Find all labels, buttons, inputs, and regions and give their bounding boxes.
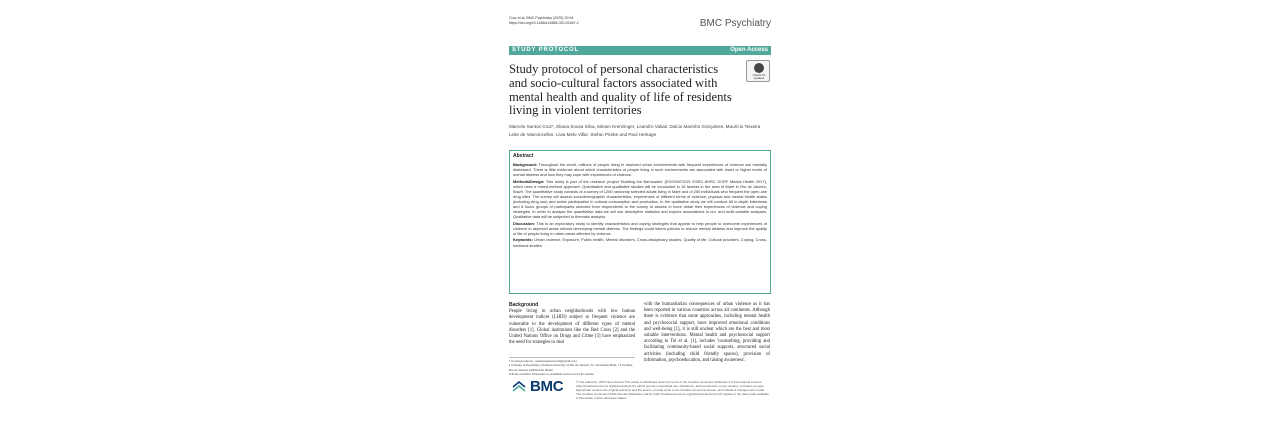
background-heading: Background	[509, 302, 539, 308]
bmc-logo	[512, 379, 568, 396]
body-column-left	[509, 302, 635, 346]
section-text: Throughout the world, millions of people living in deprived urban environments with frequent experiences of violence are mentally distressed. There is little evidence about which characteristics of people living in such environments are associated with lower or higher levels of mental distress and how they may cope with experiences of violence.	[513, 162, 767, 178]
body-text-left: People living in urban neighborhoods with low human development indices (LHDI) subject to frequent violence are vulnerable to the development of different types of mental disorders [1]. Global institutions like the Red Cross [2] and the United Nations Office on Drugs and Crime [3] have emphasized the need for strategies to deal	[509, 309, 635, 346]
article-title: Study protocol of personal characteristics and socio-cultural factors associated with mental health and quality of life of residents living in violent territories	[509, 62, 732, 118]
open-access-label: Open Access	[730, 47, 768, 53]
section-text: Urban violence, Exposure, Public health, Mental disorders, Cross-disciplinary studies, Quality of life, Cultural practices, Coping, Cross-sectional studies	[513, 237, 767, 248]
section-text: This study is part of the research project 'Building the Barricades' (ES/S000720/1 ESRC-AHRC GCRF Mental Health 2017), which uses a mixed-method approach. Quantitative and qualitative studies will be conducted in 16 favelas in the area of Maré in Rio de Janeiro, Brazil. The quantitative study consists of a survey of 1200 randomly selected adults living in Maré and of 200 individuals who frequent the open-use drug sites. The survey will assess sociodemographic characteristics, experiences of different forms of violence, physical and mental health status (including drug use) and active participation in cultural consumption and production. In the qualitative study we will conduct 60 in-depth interviews and 8 focus groups of participants selected from respondents to the survey to assess in more detail their experiences of violence and coping strategies. In order to analyse the quantitative data we will use descriptive statistics and explore associations in uni- and multi-variable analyses. Qualitative data will be subjected to thematic analysis.	[513, 178, 767, 220]
correspondence-note: * Correspondence: marcelosantoscruz@gmail.com	[509, 359, 577, 363]
author-list: Marcelo Santos Cruz*, Eliana Sousa Silva, Miriam Krenzinger, Leandro Valiati, Dalcio Marinho Gonçalves, Maurício Teixeira Leite de Vasconcellos, Livia Melo Villar, Stefan Priebe and Paul Heritage	[509, 124, 761, 137]
bmc-logo-text: BMC	[530, 378, 564, 395]
license-text: © The Author(s). 2020 Open Access This article is distributed under the terms of the Creative Commons Attribution 4.0 International License (http://creativecommons.org/licenses/by/4.0/), which permits unrestricted use, distribution, and reproduction in any medium, provided you give appropriate credit to the original author(s) and the source, provide a link to the Creative Commons license, and indicate if changes were made. The Creative Commons Public Domain Dedication waiver (http://creativecommons.org/publicdomain/zero/1.0/) applies to the data made available in this article, unless otherwise stated.	[576, 380, 769, 401]
section-text: This is an exploratory study to identify characteristics and coping strategies that appear to help people to overcome experiences of violence in deprived areas without developing mental distress. The findings could inform policies to reduce mental distress and improve the quality of life of people living in urban areas affected by violence.	[513, 220, 767, 236]
section-label: Methods/Design:	[513, 178, 545, 184]
abstract-heading: Abstract	[513, 153, 534, 159]
abstract-box	[509, 150, 771, 294]
badge-label: Check for updates	[752, 73, 766, 81]
update-icon	[754, 63, 764, 73]
body-column-right: with the humanitarian consequences of urban violence as it has been reported in various countries across all continents. Although there is evidence that some approaches, including mental health and psychosocial support, have improved emotional conditions and well-being [1], it is still unclear which are the best and most suitable interventions. Mental health and psychosocial support according to Tol et al. [1], includes 'counselling, providing and facilitating community-based social supports, structured social activities (including child friendly spaces), provision of information, psychoeducation, and raising awareness'.	[644, 302, 770, 363]
section-label: Background:	[513, 162, 537, 167]
affiliation-note: 1 Institute of Psychiatry, Federal University of Rio de Janeiro, Av. Venceslau Brás, 71 Fundos, Rio de Janeiro 22290-140, Brazil	[509, 363, 634, 372]
section-label: Discussion:	[513, 220, 536, 226]
author-info-note: Full list of author information is available at the end of the article	[509, 372, 594, 377]
abstract-background	[513, 162, 767, 177]
article-type-band	[509, 46, 771, 55]
section-label: Keywords:	[513, 237, 533, 243]
citation-line: Cruz et al. BMC Psychiatry (2020) 20:94	[509, 16, 574, 20]
abstract-keywords	[513, 237, 767, 247]
article-type-label: STUDY PROTOCOL	[512, 47, 579, 53]
journal-name: BMC Psychiatry	[699, 18, 771, 29]
check-for-updates-badge[interactable]	[746, 60, 770, 82]
paper-page	[508, 14, 772, 414]
abstract-methods	[513, 179, 767, 220]
citation-header	[509, 16, 579, 26]
doi-link[interactable]: https://doi.org/10.1186/s12888-020-02467-2	[509, 21, 579, 25]
abstract-discussion	[513, 221, 767, 236]
footnotes	[509, 357, 635, 377]
bmc-logo-icon	[512, 381, 527, 394]
